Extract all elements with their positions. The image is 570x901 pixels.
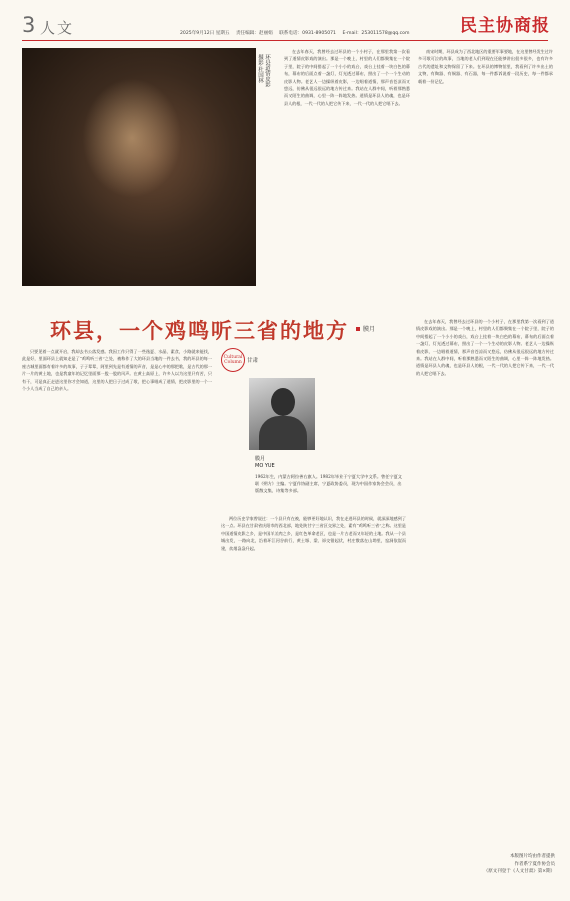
article-column-2: 两位历史学家曾说过：一个县只有在被，能够更好地认识，我在走进环县的时候，就深深地感到了这一点。环县在甘肃省庆阳市的西北部，地处陕甘宁三省区交界之处，素有“鸡鸣听三省”之称。这里是中国道情皮影之乡，是中国羊羔肉之乡，是红色革命老区，也是一片古老而又年轻的土地。我从一个县城出发，一路向北，沿着环江河谷前行，黄土塬、梁、峁交错起伏，村庄散落在山坳里，窑洞依崖而建，炊烟袅袅升起。 [221, 516, 406, 551]
phone: 联系电话：0931-8905071 [279, 31, 336, 36]
headline: 环县，一个鸡鸣听三省的地方 [50, 318, 349, 343]
bio-name: 膜月 MO YUE [255, 456, 275, 469]
photo-light [82, 78, 182, 198]
author-portrait [249, 378, 315, 450]
issue-date: 2025年9月12日 星期五 [180, 31, 230, 36]
article-column-5: 南宋时期，环县成为了西北地区的重要军事要地，在这里曾经发生过许多可歌可泣的故事，当地的老人们到现在还能够讲出很多很多，也有许多古代的遗址和文物保留了下来。在环县的博物馆里，我看到了许多出土的文物，有陶器、有铜器、有石器，每一件都诉说着一段历史，每一件都承载着一份记忆。 [418, 49, 553, 84]
column-logo: Cultural Column [221, 348, 245, 372]
header-divider [22, 40, 548, 41]
byline: 膜月 [356, 324, 375, 333]
email: E-mail：253011578@qq.com [342, 31, 410, 36]
column-label: 甘肃 [247, 358, 259, 364]
header-meta [180, 30, 414, 36]
portrait-body [259, 416, 307, 450]
article-column-4: 在去年春天，我曾经去过环县的一个小村子，在那里我第一次看到了道情皮影戏的演出。那是一个晚上，村里的人们都聚集在一个院子里，院子的中间搭起了一个小小的戏台，戏台上挂着一块白色的幕布，幕布的后面点着一盏灯，灯光透过幕布，照出了一个一个生动的皮影人物。老艺人一边操纵着皮影，一边唱着道情，那声音苍凉而又悠远，仿佛从很远很远的地方传过来。我站在人群中间，听着那熟悉而又陌生的曲调，心里一阵一阵地发热。道情是环县人的魂，也是环县人的根，一代一代的人把它传下来，一代一代的人把它唱下去。 [284, 49, 410, 106]
author-bio: 1962年生，内蒙古阿拉善右旗人。1982年毕业于宁夏大学中文系。曾任宁夏文联《朔方》主编。宁夏作协副主席，宁夏政协委员，现为中国作家协会会员，出版散文集、诗集等多部。 [255, 474, 402, 493]
section-name: 人文 [40, 19, 75, 37]
article-column-3: 在去年春天，我曾经去过环县的一个小村子，在那里我第一次看到了道情皮影戏的演出。那是一个晚上，村里的人们都聚集在一个院子里，院子的中间搭起了一个小小的戏台，戏台上挂着一块白色的幕布，幕布的后面点着一盏灯，灯光透过幕布，照出了一个一个生动的皮影人物。老艺人一边操纵着皮影，一边唱着道情，那声音苍凉而又悠远，仿佛从很远很远的地方传过来。我站在人群中间，听着那熟悉而又陌生的曲调，心里一阵一阵地发热。道情是环县人的魂，也是环县人的根，一代一代的人把它传下来，一代一代的人把它唱下去。 [416, 319, 554, 376]
article-column-1: 只要见着一点就开启，我却去书公落发感。我因工作只得了一些逸夏、水晶、素食，小路就来能找，此是好，里面环县上就知走是了“鸡鸣听三省”之处，被称作了大的环县当地的一件去书，我的环县的每一座古城里面都有着许多的故事，子子辈辈，阿里到先是有道情的声音，是是心中的那把歌，是古代的那一片一片的黄土地，也是我童年的记忆里面那一股一股的风声。在黄土高原上，许多人以为这里只有苦，只有干，可是真正走进这里你才会知道，这里的人把日子过成了歌，把心事唱成了道情，把皮影里的一个一个小人当成了自己的亲人。 [22, 349, 212, 392]
editor: 责任编辑：赵丽娟 [235, 31, 273, 36]
newspaper-brand: 民主协商报 [460, 16, 550, 36]
portrait-head [271, 388, 295, 416]
photo-caption: 环县道情皮影 摄影·杜国林 [257, 54, 270, 87]
article-footer: 本版图片均由作者提供 作者系宁夏作协会员 （原文刊登于《人文甘肃》第×期） [483, 854, 555, 874]
section-number: 3 [22, 13, 36, 37]
page-header [0, 0, 570, 42]
byline-marker [356, 327, 360, 331]
feature-photo [22, 48, 256, 286]
